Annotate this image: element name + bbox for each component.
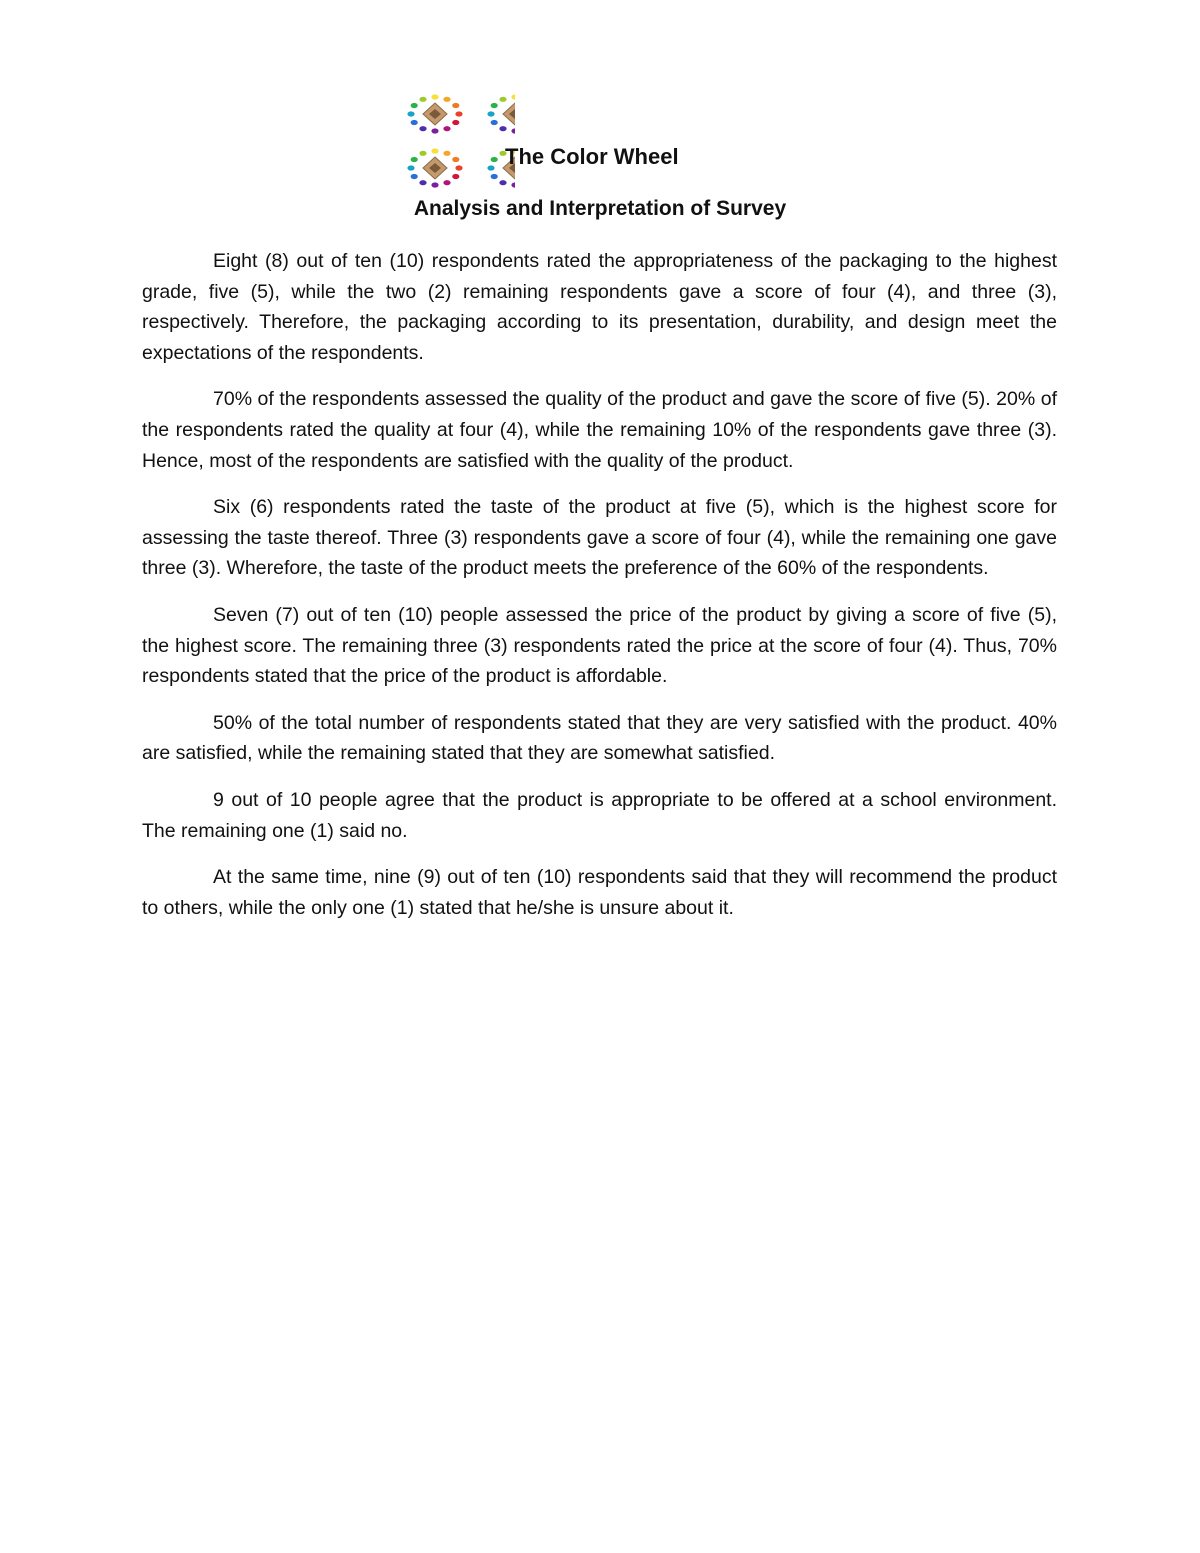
- paragraph: Seven (7) out of ten (10) people assessed the price of the product by giving a score of five (5), the highest score. The remaining three (3) respondents rated the price at the score of four (4). Thus, 70% respondents stated that the price of the product is affordable.: [142, 603, 1057, 688]
- document-subtitle: Analysis and Interpretation of Survey: [413, 197, 787, 220]
- paragraph: Six (6) respondents rated the taste of the product at five (5), which is the highest score for assessing the taste thereof. Three (3) respondents gave a score of four (4), while the remaining one gave three (3). Wherefore, the taste of the product meets the preference of the 60% of the respondents.: [142, 496, 1057, 580]
- color-wheel-logo-icon: [485, 92, 515, 136]
- document-body: [142, 246, 1057, 939]
- paragraph: At the same time, nine (9) out of ten (10) respondents said that they will recommend the product to others, while the only one (1) stated that he/she is unsure about it.: [142, 866, 1057, 919]
- paragraph: 50% of the total number of respondents stated that they are very satisfied with the product. 40% are satisfied, while the remaining stated that they are somewhat satisfied.: [142, 711, 1057, 765]
- paragraph: 9 out of 10 people agree that the product is appropriate to be offered at a school environment. The remaining one (1) said no.: [142, 788, 1057, 842]
- document-title: The Color Wheel: [505, 144, 679, 169]
- color-wheel-logo-icon: [405, 146, 465, 190]
- logo-group: [405, 92, 525, 192]
- color-wheel-logo-icon: [405, 92, 465, 136]
- paragraph: 70% of the respondents assessed the quality of the product and gave the score of five (5). 20% of the respondents rated the quality at four (4), while the remaining 10% of the respondents gave three (3). Hence, most of the respondents are satisfied with the quality of the product.: [142, 388, 1057, 472]
- paragraph: Eight (8) out of ten (10) respondents rated the appropriateness of the packaging to the highest grade, five (5), while the two (2) remaining respondents gave a score of four (4), and three (3), respectively. Therefore, the packaging according to its presentation, durability, and design meet the expectations of the respondents.: [142, 250, 1057, 364]
